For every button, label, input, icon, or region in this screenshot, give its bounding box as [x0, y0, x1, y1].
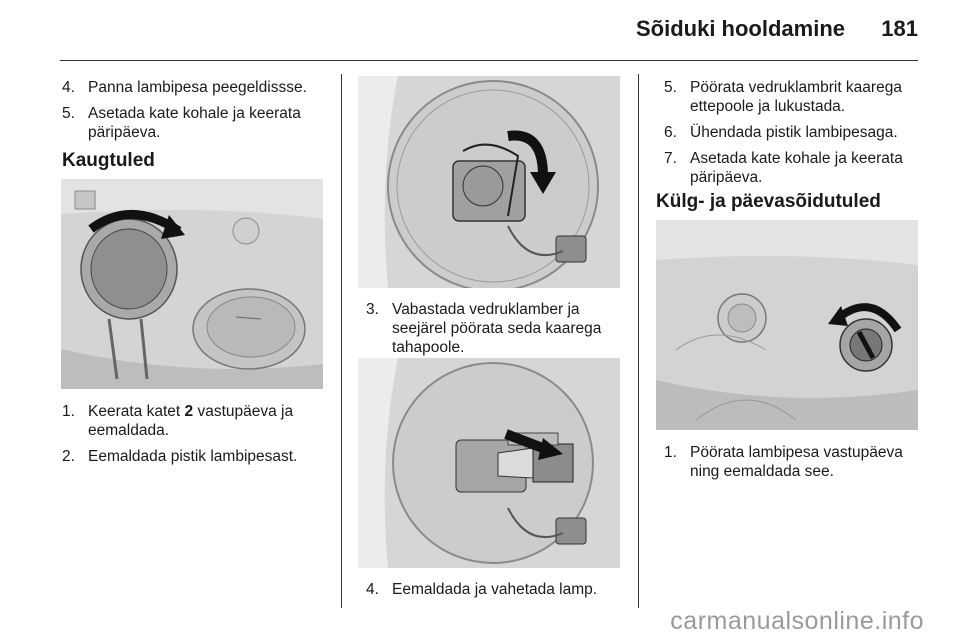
figure-replace-bulb: [358, 358, 620, 568]
list-item: 1. Pöörata lambipesa vastupäeva ning eemaldada see.: [664, 444, 903, 480]
col1-steps-top: [62, 78, 334, 149]
list-item: 7. Asetada kate kohale ja keerata päripäeva.: [664, 150, 903, 186]
figure-release-clip: [358, 76, 620, 288]
watermark: carmanualsonline.info: [670, 607, 924, 635]
page-header-title: Sõiduki hooldamine: [635, 16, 845, 41]
list-item: 1. Keerata katet 2 vastupäeva ja eemaldada.: [62, 403, 294, 439]
col1-steps-bottom: [62, 402, 334, 473]
list-item: 5. Pöörata vedruklambrit kaarega ettepoole ja lukustada.: [664, 79, 902, 115]
column-divider-right: [638, 74, 639, 608]
col2-steps-bottom: [366, 580, 628, 606]
list-item: 6. Ühendada pistik lambipesaga.: [664, 124, 898, 141]
col2-steps-mid: [366, 300, 628, 364]
page-number: 181: [881, 16, 918, 41]
section-title-kulg-paevasoidutuled: Külg- ja päevasõidutuled: [656, 191, 881, 212]
list-item: 4. Panna lambipesa peegeldissse.: [62, 79, 307, 96]
column-divider-left: [341, 74, 342, 608]
col3-steps-bottom: [664, 443, 924, 488]
list-item: 3. Vabastada vedruklamber ja seejärel pöörata seda kaarega tahapoole.: [366, 301, 602, 356]
list-item: 2. Eemaldada pistik lambipesast.: [62, 448, 298, 465]
section-title-kaugtuled: Kaugtuled: [62, 150, 155, 171]
header-rule: [60, 60, 918, 61]
col3-steps-top: [664, 78, 924, 194]
figure-side-lights: [656, 220, 918, 430]
figure-high-beam: [61, 179, 323, 389]
list-item: 4. Eemaldada ja vahetada lamp.: [366, 581, 598, 598]
list-item: 5. Asetada kate kohale ja keerata päripäeva.: [62, 105, 301, 141]
